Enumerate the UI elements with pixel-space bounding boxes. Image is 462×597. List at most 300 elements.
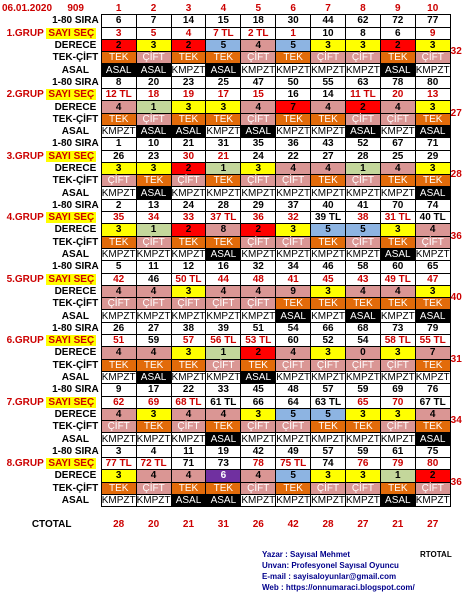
sayi-cell[interactable]: 78 (241, 457, 276, 469)
sayi-cell[interactable]: 36 (241, 212, 276, 224)
sira-row (2, 76, 462, 88)
row-spacer (2, 15, 52, 27)
row-spacer (450, 76, 462, 88)
sayi-cell[interactable]: 66 (241, 396, 276, 408)
asal-cell: KMPZT (241, 310, 276, 322)
sayi-cell[interactable]: 49 TL (380, 273, 415, 285)
sayi-cell[interactable]: 53 TL (241, 335, 276, 347)
select-numbers-button[interactable]: SAYI SEÇ (48, 89, 95, 101)
tek-cift-cell: ÇİFT (136, 482, 171, 494)
select-numbers-button[interactable]: SAYI SEÇ (48, 212, 95, 224)
ctotal-label: CTOTAL (31, 518, 72, 530)
tek-cift-cell: TEK (276, 298, 311, 310)
sayi-cell[interactable]: 3 (101, 27, 136, 39)
sayi-cell[interactable]: 38 (345, 212, 380, 224)
sira-cell: 50 (276, 76, 311, 88)
group-sayi-row (2, 89, 462, 101)
sira-cell: 20 (136, 76, 171, 88)
ctotal-cell: 20 (148, 518, 160, 530)
sira-cell: 52 (345, 138, 380, 150)
sayi-cell[interactable]: 69 (136, 396, 171, 408)
tek-cift-cell: TEK (345, 298, 380, 310)
sayi-cell[interactable]: 65 (345, 396, 380, 408)
asal-cell: KMPZT (206, 126, 241, 138)
row-spacer (450, 187, 462, 199)
derece-cell: 3 (415, 285, 450, 297)
derece-cell: 4 (206, 408, 241, 420)
sayi-cell[interactable]: 47 (415, 273, 450, 285)
tek-cift-cell: ÇİFT (276, 421, 311, 433)
ctotal-cell: 28 (113, 518, 125, 530)
sayi-cell[interactable]: 30 (171, 150, 206, 162)
row-spacer (171, 507, 206, 519)
derece-cell: 3 (311, 285, 346, 297)
sayi-cell[interactable]: 59 (136, 335, 171, 347)
sayi-cell[interactable]: 51 (101, 335, 136, 347)
row-label: TEK-ÇİFT (52, 482, 99, 494)
sayi-cell[interactable]: 37 TL (206, 212, 241, 224)
tek-cift-cell: TEK (171, 52, 206, 64)
ctotal-cell: 26 (252, 518, 264, 530)
row-spacer (450, 125, 462, 137)
row-spacer (450, 199, 462, 211)
derece-cell: 5 (311, 408, 346, 420)
sayi-cell[interactable]: 2 TL (241, 27, 276, 39)
tek-cift-cell: ÇİFT (241, 298, 276, 310)
tek-cift-cell: ÇİFT (241, 482, 276, 494)
sayi-cell[interactable]: 26 (101, 150, 136, 162)
tek-cift-row (2, 298, 462, 310)
sayi-cell[interactable]: 12 TL (101, 89, 136, 101)
derece-cell: 4 (101, 101, 136, 113)
tek-cift-cell: TEK (136, 421, 171, 433)
sira-cell: 37 (276, 199, 311, 211)
sayi-cell[interactable]: 11 TL (345, 89, 380, 101)
sayi-cell[interactable]: 25 (380, 150, 415, 162)
sira-cell: 54 (276, 322, 311, 334)
sayi-cell[interactable]: 19 (171, 89, 206, 101)
tek-cift-cell: ÇİFT (415, 482, 450, 494)
derece-cell: 4 (345, 285, 380, 297)
sira-cell: 16 (206, 261, 241, 273)
col-header: 7 (325, 3, 331, 15)
row-label: DERECE (54, 224, 97, 236)
tek-cift-cell: ÇİFT (276, 175, 311, 187)
tek-cift-cell: TEK (206, 421, 241, 433)
col-header: 8 (360, 3, 366, 15)
select-numbers-button[interactable]: SAYI SEÇ (48, 396, 95, 408)
sayi-cell[interactable]: 67 TL (415, 396, 450, 408)
row-spacer (450, 89, 462, 101)
sira-cell: 69 (380, 384, 415, 396)
derece-cell: 4 (380, 285, 415, 297)
sayi-cell[interactable]: 62 (101, 396, 136, 408)
asal-cell: KMPZT (311, 126, 345, 138)
group-total: 27 (450, 107, 462, 119)
sira-cell: 42 (241, 445, 276, 457)
row-label: ASAL (61, 310, 90, 322)
row-label: 1-80 SIRA (52, 445, 99, 457)
ctotal-cell: 21 (392, 518, 404, 530)
sayi-cell[interactable]: 46 (136, 273, 171, 285)
tek-cift-cell: TEK (241, 359, 276, 371)
sayi-cell[interactable]: 54 (345, 335, 380, 347)
tek-cift-cell: TEK (206, 175, 241, 187)
sira-cell: 51 (241, 322, 276, 334)
sayi-cell[interactable]: 4 (171, 27, 206, 39)
asal-cell: KMPZT (276, 372, 311, 384)
asal-cell: KMPZT (171, 64, 206, 76)
tek-cift-cell: ÇİFT (171, 421, 206, 433)
sayi-cell[interactable]: 23 (136, 150, 171, 162)
author-website[interactable]: Web : https://onnumaraci.blogspot.com/ (262, 583, 415, 592)
derece-cell: 3 (171, 285, 206, 297)
tek-cift-cell: ÇİFT (345, 482, 380, 494)
derece-cell: 3 (101, 470, 136, 482)
asal-cell: KMPZT (101, 126, 136, 138)
author-email[interactable]: E-mail : sayisaloyunlar@gmail.com (262, 572, 397, 581)
row-spacer (2, 482, 52, 494)
sira-cell: 46 (311, 261, 346, 273)
tek-cift-cell: TEK (380, 236, 415, 248)
group-total: 32 (450, 46, 462, 58)
derece-cell: 4 (206, 285, 241, 297)
sayi-cell[interactable]: 33 (171, 212, 206, 224)
tek-cift-cell: ÇİFT (415, 52, 450, 64)
row-spacer (2, 162, 52, 174)
sayi-cell[interactable]: 79 (380, 457, 415, 469)
asal-cell: ASAL (415, 310, 450, 322)
sira-cell: 47 (241, 76, 276, 88)
sayi-cell[interactable]: 57 (171, 335, 206, 347)
asal-cell: KMPZT (380, 310, 415, 322)
sayi-cell[interactable]: 7 TL (206, 27, 241, 39)
row-spacer (345, 507, 380, 519)
row-label: 1-80 SIRA (52, 322, 99, 334)
row-spacer (311, 507, 346, 519)
asal-cell: KMPZT (101, 495, 136, 507)
row-label: TEK-ÇİFT (52, 421, 99, 433)
derece-cell: 4 (101, 408, 136, 420)
tek-cift-cell: TEK (276, 113, 311, 125)
sayi-cell[interactable]: 60 (276, 335, 311, 347)
tek-cift-cell: TEK (311, 298, 346, 310)
group-label (2, 27, 101, 39)
derece-cell: 5 (276, 408, 311, 420)
sira-cell: 66 (311, 322, 346, 334)
sayi-cell[interactable]: 13 (415, 89, 450, 101)
sayi-cell[interactable]: 8 (345, 27, 380, 39)
asal-cell: ASAL (136, 371, 171, 383)
sayi-cell[interactable]: 34 (136, 212, 171, 224)
sayi-cell[interactable]: 32 (276, 212, 311, 224)
derece-cell: 4 (171, 408, 206, 420)
tek-cift-cell: TEK (380, 52, 415, 64)
asal-cell: ASAL (241, 371, 276, 383)
col-header: 10 (427, 3, 439, 15)
sira-cell: 57 (311, 445, 346, 457)
row-spacer (2, 470, 52, 482)
sira-cell: 2 (101, 199, 136, 211)
date-label: 06.01.2020 (2, 3, 53, 15)
select-numbers-button[interactable]: SAYI SEÇ (48, 27, 95, 39)
select-numbers-button[interactable]: SAYI SEÇ (48, 458, 95, 470)
sira-cell: 8 (101, 76, 136, 88)
sayi-cell[interactable]: 80 (415, 457, 450, 469)
asal-cell: ASAL (136, 125, 171, 137)
row-label: 1-80 SIRA (52, 199, 99, 211)
sira-cell: 28 (206, 199, 241, 211)
tek-cift-cell: ÇİFT (415, 236, 450, 248)
sayi-cell[interactable]: 74 (311, 457, 346, 469)
tek-cift-cell: ÇİFT (276, 236, 311, 248)
derece-cell: 4 (136, 347, 171, 359)
asal-cell: KMPZT (345, 433, 380, 445)
row-spacer (2, 138, 52, 150)
group-name: 2.GRUP (6, 89, 44, 101)
sayi-cell[interactable]: 56 TL (206, 335, 241, 347)
asal-row (2, 64, 462, 76)
sira-cell: 9 (101, 384, 136, 396)
sira-cell: 31 (206, 138, 241, 150)
row-label: 1-80 SIRA (52, 384, 99, 396)
derece-cell: 3 (171, 347, 206, 359)
tek-cift-cell: TEK (206, 113, 241, 125)
derece-cell: 8 (206, 224, 241, 236)
sayi-cell[interactable]: 64 (276, 396, 311, 408)
sayi-cell[interactable]: 70 (380, 396, 415, 408)
row-spacer (2, 285, 52, 297)
tek-cift-cell: ÇİFT (136, 52, 171, 64)
asal-cell: KMPZT (415, 495, 450, 507)
row-spacer (450, 150, 462, 162)
tek-cift-cell: TEK (345, 421, 380, 433)
derece-cell: 4 (241, 285, 276, 297)
sayi-cell[interactable]: 6 (380, 27, 415, 39)
sayi-cell[interactable]: 24 (241, 150, 276, 162)
sayi-cell[interactable]: 15 (241, 89, 276, 101)
tek-cift-cell: TEK (206, 482, 241, 494)
sayi-cell[interactable]: 16 (276, 89, 311, 101)
sayi-cell[interactable]: 55 TL (415, 335, 450, 347)
asal-cell: KMPZT (311, 433, 345, 445)
select-numbers-button[interactable]: SAYI SEÇ (48, 273, 95, 285)
row-spacer (450, 396, 462, 408)
tek-cift-cell: TEK (276, 52, 311, 64)
tek-cift-row (2, 421, 462, 433)
asal-cell: ASAL (345, 310, 380, 322)
author-title: Unvan: Profesyonel Sayısal Oyuncu (262, 561, 399, 570)
sayi-cell[interactable]: 35 (101, 212, 136, 224)
asal-cell: KMPZT (380, 126, 415, 138)
sayi-cell[interactable]: 50 TL (171, 273, 206, 285)
group-label (2, 89, 101, 101)
sira-cell: 6 (101, 15, 136, 27)
derece-cell: 3 (345, 408, 380, 420)
asal-cell: KMPZT (171, 372, 206, 384)
sayi-cell[interactable]: 58 TL (380, 335, 415, 347)
row-label: ASAL (61, 126, 90, 138)
tek-cift-cell: TEK (136, 175, 171, 187)
sayi-cell[interactable]: 39 TL (311, 212, 346, 224)
group-total: 36 (450, 476, 462, 488)
sira-cell: 11 (136, 261, 171, 273)
row-label: ASAL (61, 64, 90, 76)
sira-cell: 65 (415, 261, 450, 273)
sayi-cell[interactable]: 22 (276, 150, 311, 162)
asal-cell: ASAL (415, 433, 450, 445)
group-sayi-row (2, 457, 462, 469)
derece-cell: 2 (345, 101, 380, 113)
derece-cell: 3 (171, 101, 206, 113)
row-spacer (2, 101, 52, 113)
sira-cell: 1 (101, 138, 136, 150)
tek-cift-cell: TEK (415, 359, 450, 371)
asal-cell: KMPZT (276, 495, 311, 507)
sayi-cell[interactable]: 5 (136, 27, 171, 39)
sira-cell: 48 (276, 384, 311, 396)
asal-cell: KMPZT (136, 249, 171, 261)
sayi-cell[interactable]: 42 (101, 273, 136, 285)
asal-cell: KMPZT (345, 64, 380, 76)
sayi-cell[interactable]: 40 TL (415, 212, 450, 224)
sira-cell: 21 (171, 138, 206, 150)
sira-row (2, 384, 462, 396)
sira-cell: 4 (136, 445, 171, 457)
derece-cell: 4 (380, 101, 415, 113)
group-total: 34 (450, 415, 462, 427)
tek-cift-cell: ÇİFT (136, 298, 171, 310)
tek-cift-cell: ÇİFT (206, 359, 241, 371)
group-label (2, 273, 101, 285)
row-spacer (2, 322, 52, 334)
tek-cift-cell: ÇİFT (311, 359, 346, 371)
tek-cift-cell: ÇİFT (241, 236, 276, 248)
sayi-cell[interactable]: 1 (276, 27, 311, 39)
tek-cift-cell: TEK (171, 359, 206, 371)
sayi-cell[interactable]: 77 TL (101, 457, 136, 469)
derece-cell: 4 (311, 101, 346, 113)
sayi-cell[interactable]: 20 (380, 89, 415, 101)
derece-cell: 4 (136, 285, 171, 297)
sayi-cell[interactable]: 41 (276, 273, 311, 285)
sayi-cell[interactable]: 52 (311, 335, 346, 347)
sayi-cell[interactable]: 28 (345, 150, 380, 162)
derece-cell: 6 (206, 470, 241, 482)
row-spacer (2, 359, 52, 371)
asal-cell: KMPZT (276, 249, 311, 261)
col-header: 3 (185, 3, 192, 15)
derece-cell: 2 (241, 224, 276, 236)
spacer-row (2, 507, 462, 519)
asal-cell: KMPZT (136, 495, 171, 507)
group-name: 3.GRUP (6, 150, 44, 162)
sayi-cell[interactable]: 72 TL (136, 457, 171, 469)
row-spacer (241, 507, 276, 519)
sira-cell: 72 (380, 15, 415, 27)
sayi-cell[interactable]: 73 (206, 457, 241, 469)
derece-cell: 3 (415, 39, 450, 51)
asal-row (2, 125, 462, 137)
row-spacer (2, 408, 52, 420)
sayi-cell[interactable]: 17 (206, 89, 241, 101)
row-spacer (450, 212, 462, 224)
asal-cell: KMPZT (311, 64, 345, 76)
derece-cell: 3 (206, 101, 241, 113)
sayi-cell[interactable]: 44 (206, 273, 241, 285)
row-spacer (2, 39, 52, 51)
group-total: 40 (450, 292, 462, 304)
sayi-cell[interactable]: 27 (311, 150, 346, 162)
sayi-cell[interactable]: 18 (136, 89, 171, 101)
asal-row (2, 310, 462, 322)
tek-cift-cell: TEK (311, 175, 346, 187)
tek-cift-cell: TEK (101, 236, 136, 248)
tek-cift-cell: TEK (311, 421, 346, 433)
sayi-cell[interactable]: 21 (206, 150, 241, 162)
sayi-cell[interactable]: 9 (415, 27, 450, 39)
row-label: DERECE (54, 285, 97, 297)
sayi-cell[interactable]: 10 (311, 27, 346, 39)
derece-cell: 3 (311, 470, 346, 482)
row-spacer (52, 507, 101, 519)
sayi-cell[interactable]: 31 TL (380, 212, 415, 224)
tek-cift-row (2, 236, 462, 248)
asal-cell: ASAL (241, 125, 276, 137)
tek-cift-row (2, 175, 462, 187)
sayi-cell[interactable]: 48 (241, 273, 276, 285)
asal-cell: KMPZT (241, 495, 276, 507)
tek-cift-cell: ÇİFT (241, 52, 276, 64)
title-number: 909 (67, 3, 84, 15)
derece-cell: 4 (415, 224, 450, 236)
group-sayi-row (2, 335, 462, 347)
ctotal-cell: 21 (182, 518, 195, 530)
group-name: 7.GRUP (6, 396, 44, 408)
sira-cell: 80 (415, 76, 450, 88)
sayi-cell[interactable]: 61 TL (206, 396, 241, 408)
derece-cell: 3 (101, 224, 136, 236)
asal-cell: KMPZT (101, 187, 136, 199)
asal-cell: KMPZT (380, 372, 415, 384)
sayi-cell[interactable]: 75 TL (276, 457, 311, 469)
row-spacer (2, 384, 52, 396)
sayi-cell[interactable]: 43 (345, 273, 380, 285)
sayi-cell[interactable]: 63 TL (311, 396, 346, 408)
asal-cell: KMPZT (101, 249, 136, 261)
sayi-cell[interactable]: 45 (311, 273, 346, 285)
col-header: 2 (150, 3, 157, 15)
sayi-cell[interactable]: 68 TL (171, 396, 206, 408)
select-numbers-button[interactable]: SAYI SEÇ (48, 335, 95, 347)
sayi-cell[interactable]: 76 (345, 457, 380, 469)
sayi-cell[interactable]: 29 (415, 150, 450, 162)
derece-cell: 1 (206, 347, 241, 359)
sayi-cell[interactable]: 14 (311, 89, 346, 101)
header-right (450, 3, 462, 15)
asal-cell: KMPZT (206, 310, 241, 322)
asal-cell: KMPZT (241, 433, 276, 445)
sayi-cell[interactable]: 71 (171, 457, 206, 469)
sira-cell: 40 (311, 199, 346, 211)
asal-cell: KMPZT (101, 372, 136, 384)
sira-cell: 32 (241, 261, 276, 273)
select-numbers-button[interactable]: SAYI SEÇ (48, 150, 95, 162)
rtotal-label: RTOTAL (420, 550, 452, 559)
sira-cell: 45 (241, 384, 276, 396)
asal-cell: ASAL (415, 125, 450, 137)
derece-cell: 1 (136, 101, 171, 113)
